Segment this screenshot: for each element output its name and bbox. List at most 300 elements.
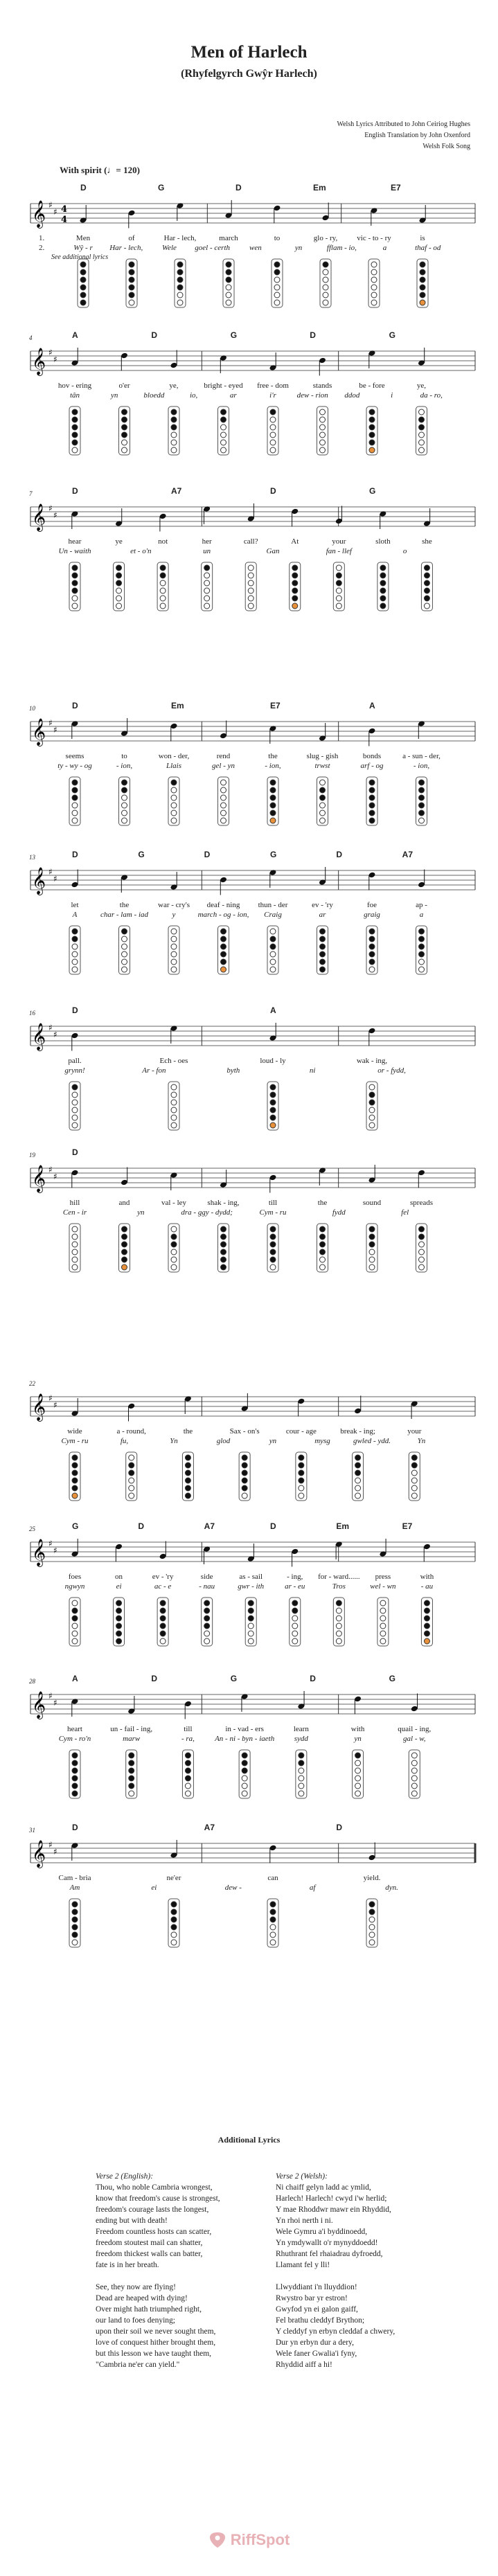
measure-number: 13 [29, 854, 35, 861]
finger-hole [320, 818, 326, 823]
lyric-syllable-welsh: Har - lech, [109, 244, 143, 252]
lyric-syllable-welsh: ei [151, 1884, 157, 1892]
chord-symbol: D [270, 486, 276, 496]
chord-symbol: E7 [270, 701, 281, 710]
chord-symbol: A7 [402, 850, 413, 859]
finger-hole [122, 967, 127, 972]
finger-hole [122, 810, 127, 816]
lyric-syllable: and [118, 1199, 130, 1207]
lyric-syllable-welsh: fu, [120, 1437, 129, 1445]
treble-clef-icon: 𝄞 [32, 348, 46, 375]
finger-hole [270, 1107, 276, 1113]
finger-hole [204, 596, 210, 601]
lyric-line: upon their soil we never sought them, [96, 2327, 216, 2336]
lyric-syllable-welsh: Cen - ir [62, 1208, 87, 1217]
fingering-chart [353, 1750, 364, 1798]
treble-clef-icon: 𝄞 [32, 200, 46, 228]
fingering-chart [416, 1224, 427, 1272]
finger-hole [355, 1753, 361, 1758]
finger-hole [129, 1768, 134, 1773]
finger-hole [242, 1776, 247, 1781]
finger-hole [419, 440, 425, 445]
finger-hole [248, 1616, 254, 1621]
lyric-syllable: bonds [362, 752, 382, 760]
finger-hole [320, 780, 326, 785]
fingering-chart [416, 926, 427, 974]
lyric-line: Gwyfod yn ei galon gaiff, [276, 2305, 358, 2314]
finger-hole [369, 936, 375, 942]
finger-hole [185, 1455, 190, 1460]
lyric-syllable-welsh: gwled - ydd. [353, 1437, 391, 1445]
chord-symbol: D [235, 183, 242, 193]
chord-symbol: G [369, 486, 376, 496]
lyric-syllable: side [200, 1573, 213, 1581]
finger-hole [419, 432, 425, 438]
finger-hole [122, 780, 127, 785]
sharp-icon: ♯ [48, 718, 53, 728]
lyric-syllable-welsh: bloedd [143, 391, 165, 400]
lyric-syllable: o'er [118, 382, 130, 390]
finger-hole [320, 967, 326, 972]
finger-hole [299, 1776, 304, 1781]
finger-hole [72, 1226, 78, 1232]
finger-hole [221, 1234, 226, 1240]
finger-hole [242, 1753, 247, 1758]
fingering-chart [69, 777, 80, 825]
lyric-line: Yn ymdywallt o'r mynyddoedd! [276, 2239, 378, 2247]
finger-hole [226, 300, 231, 305]
welsh-lyrics-column [276, 2171, 395, 2370]
finger-hole [160, 603, 166, 609]
finger-hole [72, 1783, 78, 1789]
finger-hole [336, 573, 341, 578]
chord-symbol: G [230, 1674, 238, 1683]
fingering-chart [114, 562, 125, 611]
sharp-icon: ♯ [53, 1030, 57, 1039]
lyric-syllable-welsh: Gan [266, 547, 280, 555]
finger-hole [221, 417, 226, 422]
finger-hole [424, 1623, 429, 1629]
finger-hole [380, 588, 386, 593]
finger-hole [242, 1783, 247, 1789]
chord-symbol: E7 [402, 1521, 413, 1531]
fingering-chart [353, 1452, 364, 1501]
lyric-syllable-welsh: Yn [417, 1437, 426, 1445]
finger-hole [72, 1455, 78, 1460]
finger-hole [171, 1940, 177, 1945]
finger-hole [129, 1783, 134, 1789]
finger-hole [72, 1753, 78, 1758]
chord-symbol: A [369, 701, 375, 710]
lyric-syllable: stands [312, 382, 332, 390]
finger-hole [424, 1631, 429, 1636]
finger-hole [424, 573, 429, 578]
lyric-line: love of conquest hither brought them, [96, 2338, 216, 2347]
lyric-syllable-welsh: wel - wn [370, 1582, 396, 1591]
lyric-syllable-welsh: Wŷ - r [73, 244, 93, 252]
fingering-chart [218, 1224, 229, 1272]
sharp-icon: ♯ [48, 200, 53, 210]
lyric-syllable: ye, [169, 382, 179, 390]
finger-hole [336, 596, 341, 601]
finger-hole [292, 1638, 298, 1644]
additional-lyrics-heading: Additional Lyrics [217, 2135, 281, 2145]
lyric-syllable-welsh: dyn. [385, 1884, 398, 1892]
finger-hole [204, 1616, 210, 1621]
fingering-chart [126, 1750, 137, 1798]
finger-hole [160, 588, 166, 593]
finger-hole [420, 292, 425, 298]
chord-symbol: G [389, 330, 395, 340]
lyric-syllable-welsh: dew - [224, 1884, 242, 1892]
finger-hole [270, 1940, 276, 1945]
lyric-syllable: hear [68, 537, 82, 546]
finger-hole [72, 1600, 78, 1606]
finger-hole [129, 1463, 134, 1468]
lyric-syllable-welsh: Cym - ru [259, 1208, 287, 1217]
finger-hole [369, 929, 375, 934]
lyric-syllable-welsh: gwr - ith [238, 1582, 265, 1591]
finger-hole [369, 944, 375, 949]
finger-hole [221, 936, 226, 942]
finger-hole [116, 603, 122, 609]
lyric-syllable-welsh: fydd [332, 1208, 346, 1217]
finger-hole [185, 1783, 190, 1789]
lyric-syllable: with [420, 1573, 434, 1581]
lyric-syllable-welsh: yn [354, 1735, 362, 1743]
finger-hole [160, 580, 166, 586]
finger-hole [248, 1631, 254, 1636]
lyric-line: Rhuthrant fel rhaiadrau dyfroedd, [276, 2250, 383, 2258]
finger-hole [320, 440, 326, 445]
chord-symbol: A7 [204, 1521, 215, 1531]
lyric-syllable: spreads [410, 1199, 433, 1207]
finger-hole [221, 780, 226, 785]
finger-hole [221, 1242, 226, 1247]
finger-hole [411, 1485, 417, 1491]
finger-hole [116, 1638, 122, 1644]
time-signature: 4 [61, 215, 68, 225]
finger-hole [171, 936, 177, 942]
finger-hole [336, 1623, 341, 1629]
finger-hole [369, 1100, 375, 1105]
finger-hole [369, 1940, 375, 1945]
finger-hole [221, 1226, 226, 1232]
lyric-syllable: your [332, 537, 346, 546]
finger-hole [72, 1115, 78, 1120]
treble-clef-icon: 𝄞 [32, 503, 46, 531]
lyric-syllable-welsh: Ar - fon [142, 1066, 166, 1075]
finger-hole [226, 285, 231, 290]
finger-hole [320, 929, 326, 934]
fingering-chart [223, 259, 234, 307]
finger-hole [299, 1485, 304, 1491]
finger-hole [72, 967, 78, 972]
fingering-chart [421, 1598, 432, 1646]
fingering-chart [157, 562, 168, 611]
lyric-syllable-welsh: - ion, [265, 762, 281, 770]
finger-hole [171, 944, 177, 949]
finger-hole [72, 1084, 78, 1090]
lyric-line: Harlech! Harlech! cwyd i'w herlid; [276, 2194, 387, 2203]
fingering-chart [69, 1452, 80, 1501]
finger-hole [72, 440, 78, 445]
lyric-syllable: in - vad - ers [225, 1725, 264, 1733]
fingering-chart [168, 406, 179, 455]
finger-hole [122, 417, 127, 422]
chord-symbol: D [138, 1521, 144, 1531]
finger-hole [371, 292, 377, 298]
finger-hole [171, 967, 177, 972]
finger-hole [204, 603, 210, 609]
lyric-syllable-welsh: - ion, [116, 762, 133, 770]
finger-hole [221, 929, 226, 934]
finger-hole [122, 959, 127, 965]
lyric-syllable-welsh: marw [123, 1735, 141, 1743]
song-title: Men of Harlech [190, 43, 308, 62]
finger-hole [177, 277, 183, 283]
finger-hole [419, 417, 425, 422]
finger-hole [72, 1234, 78, 1240]
fingering-chart [368, 259, 380, 307]
finger-hole [116, 1631, 122, 1636]
chord-symbol: D [151, 330, 158, 340]
lyric-syllable: for - ward...... [318, 1573, 360, 1581]
measure-number: 22 [29, 1380, 35, 1387]
lyric-line: Y mae Rhoddwr mawr ein Rhyddid, [276, 2206, 391, 2214]
fingering-chart [267, 1224, 278, 1272]
lyric-syllable: on [115, 1573, 123, 1581]
fingering-chart [320, 259, 331, 307]
finger-hole [292, 565, 298, 571]
fingering-chart [218, 777, 229, 825]
fingering-chart [168, 1899, 179, 1947]
finger-hole [171, 1084, 177, 1090]
finger-hole [160, 1616, 166, 1621]
fingering-chart [333, 562, 344, 611]
fingering-chart [239, 1452, 250, 1501]
lyric-syllable: of [128, 234, 135, 242]
finger-hole [248, 1608, 254, 1613]
lyric-syllable-welsh: Am [69, 1884, 80, 1892]
finger-hole [270, 1226, 276, 1232]
finger-hole [355, 1470, 361, 1476]
sharp-icon: ♯ [53, 725, 57, 735]
sharp-icon: ♯ [48, 1840, 53, 1850]
finger-hole [226, 269, 231, 275]
lyric-syllable: the [317, 1199, 328, 1207]
finger-hole [242, 1485, 247, 1491]
finger-hole [72, 409, 78, 415]
finger-hole [221, 1257, 226, 1262]
finger-hole [72, 1917, 78, 1922]
finger-hole [72, 1924, 78, 1930]
finger-hole [171, 959, 177, 965]
treble-clef-icon: 𝄞 [32, 1165, 46, 1192]
finger-hole [248, 588, 254, 593]
lyric-syllable-welsh: a [419, 911, 424, 919]
finger-hole [411, 1776, 417, 1781]
finger-hole [320, 787, 326, 793]
finger-hole [72, 424, 78, 430]
finger-hole [129, 1455, 134, 1460]
lyric-syllable: heart [67, 1725, 82, 1733]
finger-hole [419, 967, 425, 972]
finger-hole [323, 277, 328, 283]
sharp-icon: ♯ [48, 503, 53, 513]
fingering-chart [317, 406, 328, 455]
finger-hole [171, 1107, 177, 1113]
fingering-chart [317, 926, 328, 974]
fingering-chart [69, 926, 80, 974]
fingering-chart [366, 1082, 377, 1130]
music-system [0, 1672, 498, 1811]
finger-hole [177, 269, 183, 275]
lyric-syllable: vic - to - ry [357, 234, 391, 242]
finger-hole [270, 818, 276, 823]
finger-hole [419, 424, 425, 430]
lyric-syllable: - ing, [287, 1573, 303, 1581]
finger-hole [369, 967, 375, 972]
measure-number: 31 [29, 1827, 35, 1834]
finger-hole [369, 1257, 375, 1262]
finger-hole [355, 1783, 361, 1789]
lyric-syllable-welsh: march - og - ion, [197, 911, 249, 919]
finger-hole [292, 588, 298, 593]
lyric-syllable-welsh: fel [401, 1208, 409, 1217]
finger-hole [242, 1463, 247, 1468]
lyric-syllable-welsh: ar [229, 391, 237, 400]
welsh-stanza-1 [276, 2182, 395, 2271]
finger-hole [369, 1917, 375, 1922]
finger-hole [369, 1909, 375, 1915]
finger-hole [424, 565, 429, 571]
finger-hole [242, 1455, 247, 1460]
fingering-chart [296, 1452, 307, 1501]
finger-hole [129, 262, 134, 267]
lyric-syllable: be - fore [359, 382, 385, 390]
finger-hole [355, 1760, 361, 1766]
lyric-syllable: foes [68, 1573, 82, 1581]
lyric-syllable-welsh: fflam - io, [326, 244, 357, 252]
chord-symbol: G [72, 1521, 79, 1531]
finger-hole [270, 432, 276, 438]
lyric-syllable-welsh: byth [226, 1066, 240, 1075]
finger-hole [380, 1623, 386, 1629]
lyric-syllable: wide [67, 1427, 82, 1435]
finger-hole [160, 1608, 166, 1613]
tempo-label: With spirit [60, 165, 102, 175]
finger-hole [171, 1257, 177, 1262]
finger-hole [72, 795, 78, 800]
treble-clef-icon: 𝄞 [32, 1393, 46, 1421]
chord-symbol: D [72, 1005, 78, 1015]
finger-hole [270, 1084, 276, 1090]
finger-hole [419, 787, 425, 793]
finger-hole [270, 1249, 276, 1255]
finger-hole [122, 951, 127, 957]
finger-hole [204, 565, 210, 571]
finger-hole [185, 1753, 190, 1758]
finger-hole [72, 1940, 78, 1945]
fingering-chart [119, 777, 130, 825]
finger-hole [72, 1092, 78, 1098]
chord-symbol: A [270, 1005, 276, 1015]
finger-hole [369, 447, 375, 453]
finger-hole [355, 1493, 361, 1499]
finger-hole [411, 1478, 417, 1483]
finger-hole [336, 588, 341, 593]
finger-hole [72, 803, 78, 808]
fingering-chart [416, 406, 427, 455]
fingering-chart [182, 1750, 193, 1798]
lyric-syllable: let [71, 901, 79, 909]
finger-hole [369, 1264, 375, 1270]
tempo-bpm: = 120 [116, 165, 137, 175]
finger-hole [72, 1478, 78, 1483]
fingering-chart [69, 1899, 80, 1947]
lyric-syllable-welsh: ty - wy - og [57, 762, 92, 770]
fingering-chart [409, 1750, 420, 1798]
finger-hole [116, 596, 122, 601]
finger-hole [177, 300, 183, 305]
sharp-icon: ♯ [53, 1400, 57, 1410]
lyric-line: Thou, who noble Cambria wrongest, [96, 2183, 213, 2192]
fingering-chart [317, 777, 328, 825]
finger-hole [185, 1485, 190, 1491]
music-system [0, 1375, 498, 1513]
finger-hole [320, 1226, 326, 1232]
finger-hole [116, 1600, 122, 1606]
finger-hole [270, 1264, 276, 1270]
lyric-syllable: can [267, 1874, 278, 1882]
finger-hole [355, 1768, 361, 1773]
finger-hole [72, 1616, 78, 1621]
finger-hole [274, 269, 280, 275]
finger-hole [177, 262, 183, 267]
finger-hole [171, 929, 177, 934]
finger-hole [185, 1463, 190, 1468]
finger-hole [380, 573, 386, 578]
finger-hole [420, 269, 425, 275]
lyric-syllable: yield. [363, 1874, 381, 1882]
lyric-syllable-welsh: Tros [332, 1582, 346, 1591]
music-system [0, 699, 498, 838]
finger-hole [270, 1909, 276, 1915]
lyric-syllable: ev - 'ry [312, 901, 333, 909]
finger-hole [177, 292, 183, 298]
lyric-line: Wele faner Gwalia'i fyny, [276, 2350, 357, 2358]
finger-hole [116, 588, 122, 593]
finger-hole [274, 300, 280, 305]
finger-hole [129, 285, 134, 290]
finger-hole [129, 1776, 134, 1781]
credits [337, 119, 470, 152]
lyric-syllable-welsh: wen [249, 244, 262, 252]
lyric-line: fate is in her breath. [96, 2261, 159, 2269]
finger-hole [72, 1470, 78, 1476]
finger-hole [248, 596, 254, 601]
finger-hole [420, 277, 425, 283]
finger-hole [320, 1234, 326, 1240]
lyric-syllable: war - cry's [158, 901, 190, 909]
finger-hole [185, 1478, 190, 1483]
fingering-chart [366, 1224, 377, 1272]
lyric-line: Dead are heaped with dying! [96, 2294, 188, 2302]
fingering-chart [296, 1750, 307, 1798]
lyric-syllable-welsh: grynn! [64, 1066, 85, 1075]
sharp-icon: ♯ [53, 1172, 57, 1181]
